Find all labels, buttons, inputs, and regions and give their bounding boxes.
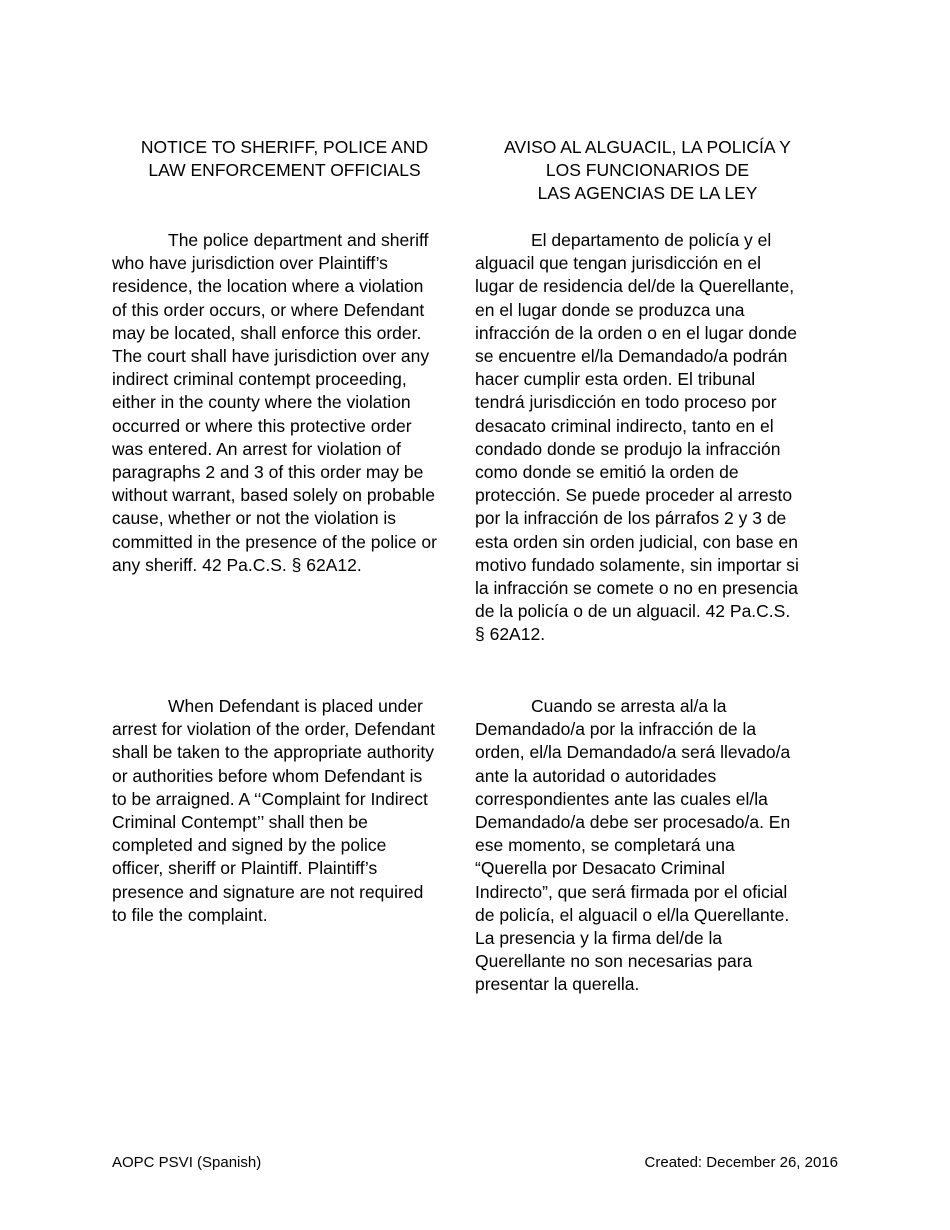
- spanish-paragraph-arrest: Cuando se arresta al/a la Demandado/a por la infracción de la orden, el/la Demandado/a será llevado/a ante la autoridad o autoridades correspondientes ante las cuales el/la Demandado/a debe ser procesado/a. En ese momento, se completará una “Querella por Desacato Criminal Indirecto”, que será firmada por el oficial de policía, el alguacil o el/la Querellante. La presencia y la firma del/de la Querellante no son necesarias para presentar la querella.: [475, 696, 791, 995]
- spanish-paragraph-enforcement: El departamento de policía y el alguacil que tengan jurisdicción en el lugar de residencia del/de la Querellante, en el lugar donde se produzca una infracción de la orden o en el lugar donde se encuentre el/la Demandado/a podrán hacer cumplir esta orden. El tribunal tendrá jurisdicción en todo proceso por desacato criminal indirecto, tanto en el condado donde se produjo la infracción como donde se emitió la orden de protección. Se puede proceder al arresto por la infracción de los párrafos 2 y 3 de esta orden sin orden judicial, con base en motivo fundado solamente, sin importar si la infracción se comete o no en presencia de la policía o de un alguacil. 42 Pa.C.S. § 62A12.: [475, 230, 799, 645]
- footer-created-date: Created: December 26, 2016: [644, 1154, 838, 1171]
- english-heading: NOTICE TO SHERIFF, POLICE AND LAW ENFORCEMENT OFFICIALS: [140, 137, 429, 181]
- english-paragraph-enforcement: The police department and sheriff who have jurisdiction over Plaintiff’s residence, the location where a violation of this order occurs, or where Defendant may be located, shall enforce this order. The court shall have jurisdiction over any indirect criminal contempt proceeding, either in the county where the violation occurred or where this protective order was entered. An arrest for violation of paragraphs 2 and 3 of this order may be without warrant, based solely on probable cause, whether or not the violation is committed in the presence of the police or any sheriff. 42 Pa.C.S. § 62A12.: [112, 230, 437, 575]
- english-paragraph-arrest: When Defendant is placed under arrest for violation of the order, Defendant shall be taken to the appropriate authority or authorities before whom Defendant is to be arraigned. A ‘‘Complaint for Indirect Criminal Contempt’’ shall then be completed and signed by the police officer, sheriff or Plaintiff. Plaintiff’s presence and signature are not required to file the complaint.: [112, 696, 435, 925]
- spanish-heading: AVISO AL ALGUACIL, LA POLICÍA Y LOS FUNCIONARIOS DE LAS AGENCIAS DE LA LEY: [504, 137, 791, 204]
- footer-form-id: AOPC PSVI (Spanish): [112, 1154, 262, 1171]
